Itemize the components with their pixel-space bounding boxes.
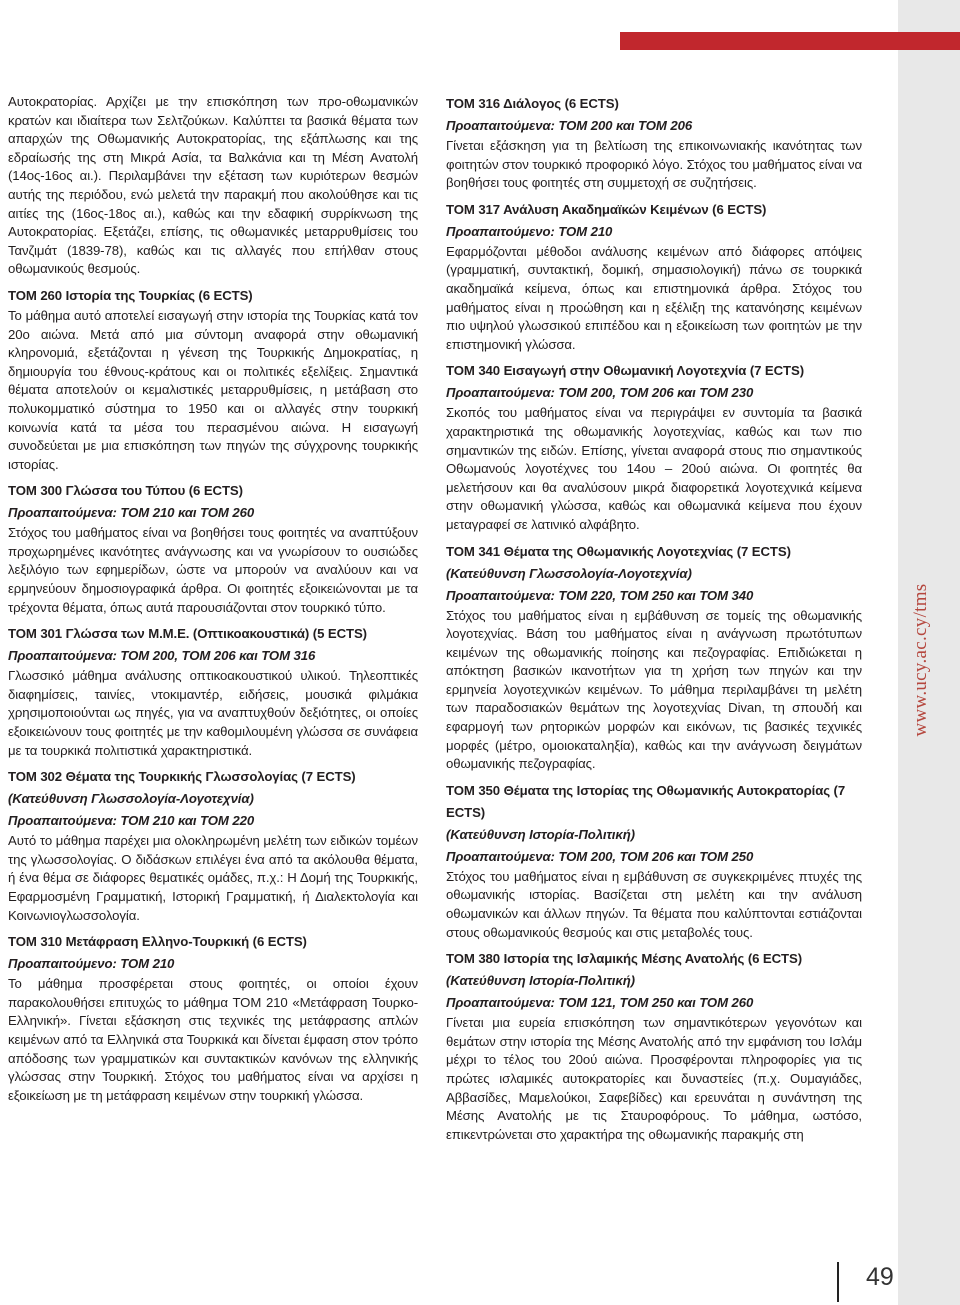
course-tom-341 (446, 541, 862, 774)
course-title: ΤΟΜ 350 Θέματα της Ιστορίας της Οθωμανικής Αυτοκρατορίας (7 ECTS) (446, 782, 846, 820)
course-tom-310 (8, 931, 418, 1105)
course-tom-380 (446, 948, 862, 1144)
course-description: Στόχος του μαθήματος είναι η εμβάθυνση σε συγκεκριμένες πτυχές της οθωμανικής ιστορίας. Βασίζεται στη μελέτη και την ανάλυση οθωμανικών και άλλων πηγών. Τα θέματα που καλύπτονται εστιάζονται στους οθωμανικούς θεσμούς και στις μεταβολές τους. (446, 868, 862, 940)
course-tom-340 (446, 360, 862, 534)
course-tom-316 (446, 93, 862, 193)
course-track: (Κατεύθυνση Ιστορία-Πολιτική) (446, 973, 635, 989)
course-prerequisites: Προαπαιτούμενα: ΤΟΜ 121, ΤΟΜ 250 και ΤΟΜ 260 (446, 995, 754, 1011)
page-number-divider (837, 1262, 839, 1302)
right-column (446, 93, 862, 1144)
side-url-text: www.ucy.ac.cy/tms (910, 583, 931, 737)
course-description: Το μάθημα αυτό αποτελεί εισαγωγή στην ιστορία της Τουρκίας κατά τον 20ο αιώνα. Μετά από μια σύντομη αναφορά στην οθωμανική κληρονομιά, εξετάζονται η γένεση της Τουρκικής Δημοκρατίας, η δημιουργία του έθνους-κράτους και οι πολιτικές εξελίξεις. Σημαντικά θέματα αποτελούν οι κεμαλιστικές μεταρρυθμίσεις, η μετάβαση στο πολυκομματικό σύστημα το 1950 και οι αλλαγές στην τουρκική κοινωνία κατά τα μέσα του περασμένου αιώνα. Η εισαγωγή συνοδεύεται με μια επισκόπηση των πηγών της σύγχρονης τουρκικής ιστορίας. (8, 307, 418, 472)
course-tom-302 (8, 766, 418, 925)
course-title: ΤΟΜ 310 Μετάφραση Ελληνο-Τουρκική (6 ECTS) (8, 934, 307, 950)
course-title: ΤΟΜ 380 Ιστορία της Ισλαμικής Μέσης Ανατολής (6 ECTS) (446, 951, 802, 967)
course-description: Γλωσσικό μάθημα ανάλυσης οπτικοακουστικού υλικού. Τηλεοπτικές διαφημίσεις, ταινίες, ντοκιμαντέρ, ειδήσεις, μουσικά φιλμάκια χρησιμοποιούνται ως πηγές, για να αναπτυχθούν δεξιότητες, οι οποίες εξοικειώνουν τους φοιτητές με την καθομιλουμένη γλώσσα σε συνάφεια με τα τουρκικά πολιτιστικά χαρακτηριστικά. (8, 668, 418, 758)
course-description: Γίνεται μια ευρεία επισκόπηση των σημαντικότερων γεγονότων και θεμάτων στην ιστορία της Μέσης Ανατολής από την εμφάνιση του Ισλάμ μέχρι το τέλος του 20ού αιώνα. Προσφέρονται πληροφορίες για τις πρώτες ισλαμικές αυτοκρατορίες και δυναστείες (π.χ. Ουμαγιάδες, Αββασίδες, Μαμελούκοι, Σαφεβίδες) και ερευνάται η συνάντηση της Μέσης Ανατολής με τις Σταυροφόρους. Το μάθημα, ωστόσο, επικεντρώνεται στο χαρακτήρα της οθωμανικής παρακμής στη (446, 1015, 862, 1142)
course-description: Εφαρμόζονται μέθοδοι ανάλυσης κειμένων από διάφορες απόψεις (γραμματική, συντακτική, δομική, σημασιολογική) πάνω σε τουρκικά ακαδημαϊκά κείμενα, όπως και επιστημονικά άρθρα. Στόχος του μαθήματος είναι η προώθηση και η εξέλιξη της κατανόησης κειμένων πιο υψηλού γλωσσικού επιπέδου και η εξοικείωση των φοιτητών με την επιστημονική γλώσσα. (446, 243, 862, 352)
course-prerequisites: Προαπαιτούμενο: ΤΟΜ 210 (8, 956, 175, 972)
left-column (8, 93, 418, 1105)
course-track: (Κατεύθυνση Γλωσσολογία-Λογοτεχνία) (8, 791, 254, 807)
course-prerequisites: Προαπαιτούμενα: ΤΟΜ 210 και ΤΟΜ 220 (8, 813, 255, 829)
course-prerequisites: Προαπαιτούμενο: ΤΟΜ 210 (446, 223, 613, 239)
course-description: Στόχος του μαθήματος είναι να βοηθήσει τους φοιτητές να αναπτύξουν προχωρημένες ικανότητες ανάγνωσης και να γνωρίσουν το ουσιώδες λεξιλόγιο των εφημερίδων, ώστε να μπορούν να αναλύουν και να ερμηνεύουν δημοσιογραφικά άρθρα. Οι φοιτητές εξοικειώνονται με τα τρέχοντα θέματα, όπως αυτά παρουσιάζονται στον τουρκικό τύπο. (8, 525, 418, 615)
course-title: ΤΟΜ 341 Θέματα της Οθωμανικής Λογοτεχνίας (7 ECTS) (446, 543, 791, 559)
course-prerequisites: Προαπαιτούμενα: ΤΟΜ 200 και ΤΟΜ 206 (446, 118, 693, 133)
course-prerequisites: Προαπαιτούμενα: ΤΟΜ 200, ΤΟΜ 206 και ΤΟΜ 230 (446, 385, 754, 401)
course-description: Στόχος του μαθήματος είναι η εμβάθυνση σε τομείς της οθωμανικής λογοτεχνίας. Βάση του μαθήματος είναι η ανάγνωση πρωτότυπων κειμένων της οθωμανικής ποίησης και πεζογραφίας. Επιδιώκεται η απόκτηση βασικών ικανοτήτων για τη χρήση των πηγών και την ερμηνεία λογοτεχνικών κειμένων. Το μάθημα περιλαμβάνει τη μελέτη των παραδοσιακών θεμάτων της λογοτεχνίας Divan, τη σπουδή και εφαρμογή των ρητορικών μορφών και εικόνων, τις βασικές τεχνικές μορφές (μέτρο, ομοιοκαταληξία), καθώς και την ανάγνωση δειγμάτων οθωμανικής πεζογραφίας. (446, 607, 862, 772)
course-tom-301 (8, 623, 418, 760)
course-title: ΤΟΜ 317 Ανάλυση Ακαδημαϊκών Κειμένων (6 ECTS) (446, 201, 767, 217)
course-description: Αυτό το μάθημα παρέχει μια ολοκληρωμένη μελέτη των ειδικών τομέων της γλωσσολογίας. Ο διδάσκων επιλέγει ένα από τα ακόλουθα θέματα, ή ένα θέμα σε διάφορες θεματικές ομάδες, π.χ.: Η Δομή της Τουρκικής, Εφαρμοσμένη Γραμματική, Ιστορική Γραμματική, ή Διαλεκτολογία και Κοινωνιογλωσσολογία. (8, 833, 418, 923)
course-prerequisites: Προαπαιτούμενα: ΤΟΜ 220, ΤΟΜ 250 και ΤΟΜ 340 (446, 587, 754, 603)
course-description: Γίνεται εξάσκηση για τη βελτίωση της επικοινωνιακής ικανότητας των φοιτητών στον τουρκικό προφορικό λόγο. Στόχος του μαθήματος είναι να βοηθήσει τους φοιτητές στη συμμετοχή σε συζητήσεις. (446, 138, 862, 191)
course-description: Σκοπός του μαθήματος είναι να περιγράψει εν συντομία τα βασικά χαρακτηριστικά της οθωμανικής λογοτεχνίας, καθώς και των πιο σημαντικών της ειδών. Επίσης, γίνεται αναφορά στους πιο σημαντικούς Οθωμανούς λογοτέχνες του 14ου – 20ού αιώνα. Οι φοιτητές θα μελετήσουν και θα αναλύσουν μικρά διαφορετικά λογοτεχνικά κείμενα στην οθωμανική γλώσσα, καθώς και οθωμανικά κείμενα που έχουν μεταγραφεί σε λατινικό αλφάβητο. (446, 405, 862, 532)
intro-paragraph: Αυτοκρατορίας. Αρχίζει με την επισκόπηση των προ-οθωμανικών κρατών και ιδιαίτερα των Σελτζούκων. Καλύπτει τα βασικά θέματα των απαρχών της Οθωμανικής Αυτοκρατορίας, της εξάπλωσης και της εδραίωσής της στη Μικρά Ασία, τα Βαλκάνια και τη Μέση Ανατολή (14ος-16ος αι.). Περιλαμβάνει την εξέταση των κυριότερων θεσμών αυτής της περιόδου, ενώ μελετά την παρακμή που ακολούθησε και τις αιτίες της (16ος-18ος αι.), καθώς και την εδαφική συρρίκνωση της Αυτοκρατορίας. Εξετάζει, επίσης, τις οθωμανικές μεταρρυθμίσεις του Τανζιμάτ (1839-78), καθώς και τις αλλαγές που επήλθαν στους οθωμανικούς θεσμούς. (8, 94, 418, 277)
intro-block (8, 93, 418, 279)
page-number: 49 (866, 1263, 894, 1291)
course-title: ΤΟΜ 301 Γλώσσα των Μ.Μ.Ε. (Οπτικοακουστικά) (5 ECTS) (8, 626, 367, 642)
course-title: ΤΟΜ 316 Διάλογος (6 ECTS) (446, 96, 619, 111)
course-description: Το μάθημα προσφέρεται στους φοιτητές, οι οποίοι έχουν παρακολουθήσει επιτυχώς το μάθημα ΤΟΜ 210 «Μετάφραση Τουρκο-Ελληνική». Γίνεται εξάσκηση στις τεχνικές της μετάφρασης απλών κειμένων από τα Ελληνικά στα Τουρκικά και δίνεται έμφαση στον τρόπο απόδοσης των γραμματικών και συντακτικών κανόνων της ελληνικής γλώσσας στην Τουρκική. Στόχος του μαθήματος είναι να αρχίσει η εξοικείωση με τη μετάφραση κειμένων στην τουρκική γλώσσα. (8, 976, 418, 1103)
course-prerequisites: Προαπαιτούμενα: ΤΟΜ 200, ΤΟΜ 206 και ΤΟΜ 250 (446, 848, 754, 864)
course-title: ΤΟΜ 340 Εισαγωγή στην Οθωμανική Λογοτεχνία (7 ECTS) (446, 363, 804, 379)
course-tom-300 (8, 480, 418, 617)
course-prerequisites: Προαπαιτούμενα: ΤΟΜ 210 και ΤΟΜ 260 (8, 505, 255, 521)
course-title: ΤΟΜ 260 Ιστορία της Τουρκίας (6 ECTS) (8, 287, 253, 303)
course-track: (Κατεύθυνση Ιστορία-Πολιτική) (446, 826, 635, 842)
course-tom-260 (8, 285, 418, 474)
course-prerequisites: Προαπαιτούμενα: ΤΟΜ 200, ΤΟΜ 206 και ΤΟΜ 316 (8, 648, 316, 664)
course-track: (Κατεύθυνση Γλωσσολογία-Λογοτεχνία) (446, 565, 692, 581)
course-title: ΤΟΜ 300 Γλώσσα του Τύπου (6 ECTS) (8, 483, 243, 499)
course-tom-350 (446, 780, 862, 942)
top-accent-bar (620, 32, 960, 50)
course-title: ΤΟΜ 302 Θέματα της Τουρκικής Γλωσσολογίας (7 ECTS) (8, 769, 356, 785)
course-tom-317 (446, 199, 862, 355)
